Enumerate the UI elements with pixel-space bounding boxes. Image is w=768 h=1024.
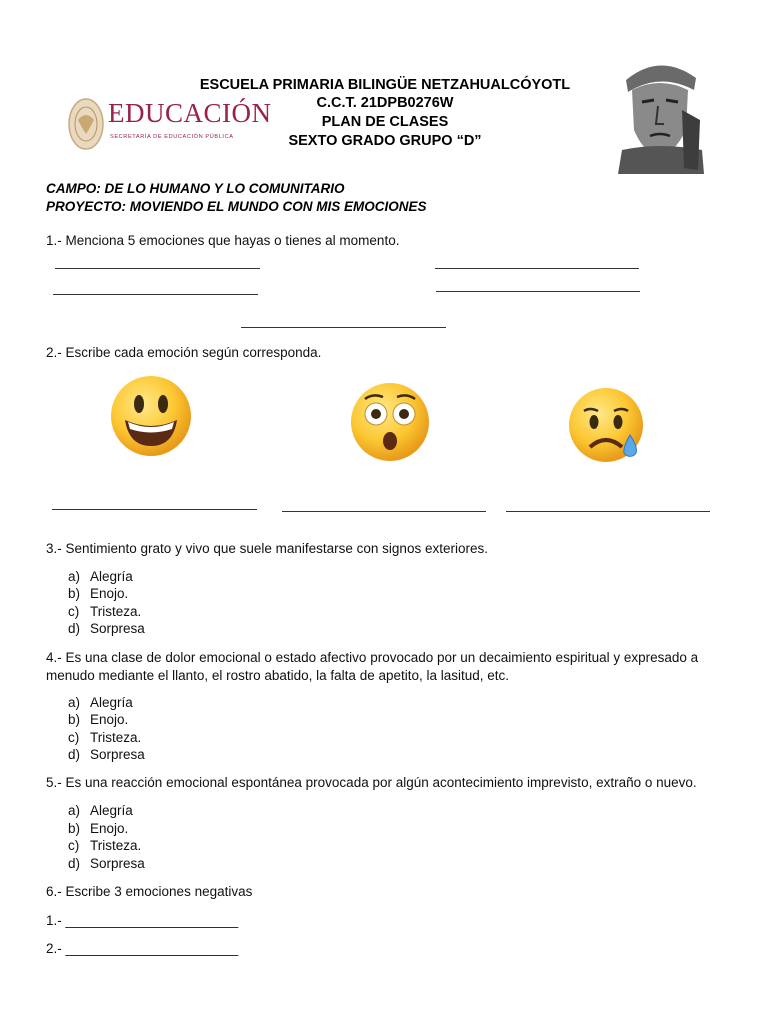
option-item[interactable]: d) Sorpresa	[68, 747, 145, 762]
option-item[interactable]: b) Enojo.	[68, 586, 129, 601]
emotion-answer-line[interactable]	[506, 511, 710, 512]
question-1: 1.- Menciona 5 emociones que hayas o tienes al momento.	[46, 233, 400, 248]
sad-face-icon	[568, 387, 648, 467]
netzahualcoyotl-portrait-icon	[612, 50, 708, 174]
option-item[interactable]: a) Alegría	[68, 803, 133, 818]
proyecto-label: PROYECTO: MOVIENDO EL MUNDO CON MIS EMOCIONES	[46, 199, 427, 214]
option-item[interactable]: a) Alegría	[68, 569, 133, 584]
grade-group: SEXTO GRADO GRUPO “D”	[288, 133, 482, 149]
question-6: 6.- Escribe 3 emociones negativas	[46, 884, 253, 899]
question-4: 4.- Es una clase de dolor emocional o estado afectivo provocado por un decaimiento espiritual y expresado a menudo mediante el llanto, el rostro abatido, la falta de apetito, la lasitud, etc.	[46, 650, 699, 683]
option-item[interactable]: c) Tristeza.	[68, 838, 142, 853]
option-item[interactable]: d) Sorpresa	[68, 621, 145, 636]
option-item[interactable]: b) Enojo.	[68, 712, 129, 727]
emotion-answer-line[interactable]	[52, 509, 257, 510]
school-name: ESCUELA PRIMARIA BILINGÜE NETZAHUALCÓYOTL	[199, 77, 571, 93]
option-item[interactable]: b) Enojo.	[68, 821, 129, 836]
negative-emotion-line[interactable]: 2.- _______________________	[46, 941, 239, 956]
logo-subtitle: SECRETARÍA DE EDUCACIÓN PÚBLICA	[110, 134, 234, 140]
question-3: 3.- Sentimiento grato y vivo que suele manifestarse con signos exteriores.	[46, 541, 488, 556]
happy-face-icon	[109, 374, 193, 458]
option-item[interactable]: a) Alegría	[68, 695, 133, 710]
plan-title: PLAN DE CLASES	[321, 114, 449, 130]
answer-line[interactable]	[435, 268, 639, 269]
answer-line[interactable]	[53, 294, 258, 295]
answer-line[interactable]	[55, 268, 260, 269]
cct-code: C.C.T. 21DPB0276W	[316, 95, 454, 111]
option-item[interactable]: d) Sorpresa	[68, 856, 145, 871]
eagle-seal-icon	[66, 96, 106, 152]
option-item[interactable]: c) Tristeza.	[68, 730, 142, 745]
sep-logo	[66, 96, 272, 156]
answer-line[interactable]	[436, 291, 640, 292]
question-2: 2.- Escribe cada emoción según corresponda.	[46, 345, 322, 360]
campo-label: CAMPO: DE LO HUMANO Y LO COMUNITARIO	[46, 181, 345, 196]
option-item[interactable]: c) Tristeza.	[68, 604, 142, 619]
logo-title: EDUCACIÓN	[108, 98, 272, 128]
question-5: 5.- Es una reacción emocional espontánea provocada por algún acontecimiento imprevisto, extraño o nuevo.	[46, 775, 697, 790]
surprised-face-icon	[349, 381, 431, 463]
answer-line[interactable]	[241, 327, 446, 328]
negative-emotion-line[interactable]: 1.- _______________________	[46, 913, 239, 928]
emotion-answer-line[interactable]	[282, 511, 486, 512]
